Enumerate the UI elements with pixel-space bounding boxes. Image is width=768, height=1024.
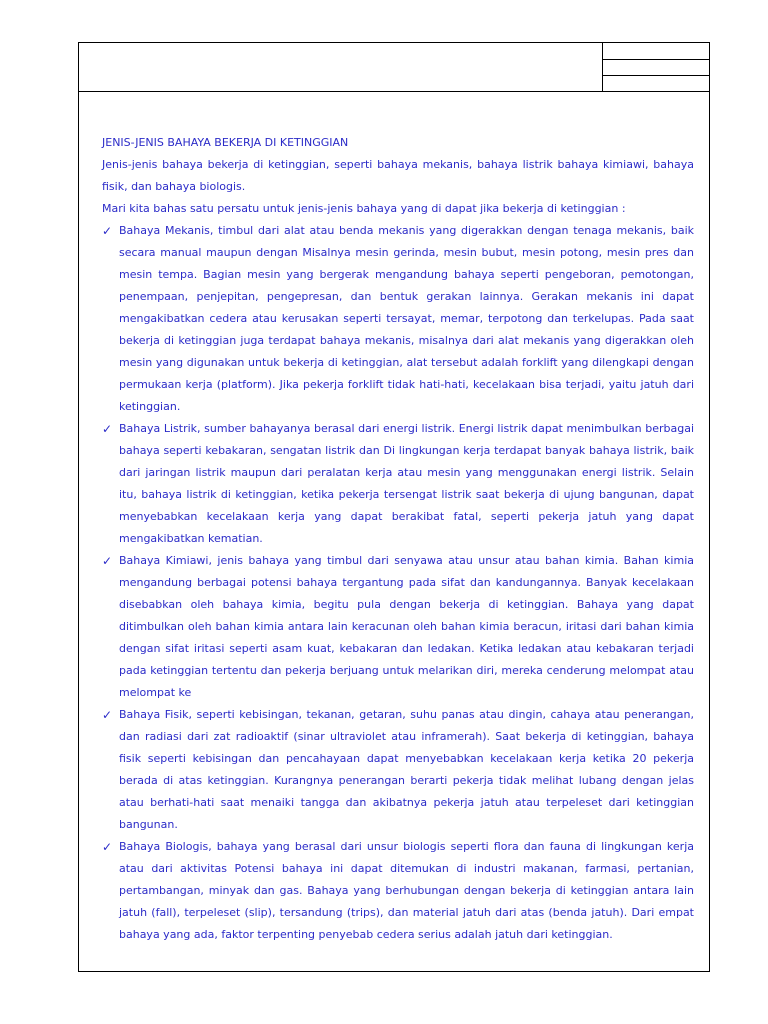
header-divider	[79, 91, 709, 92]
hazard-list	[102, 220, 694, 946]
list-item-text: Bahaya Listrik, sumber bahayanya berasal dari energi listrik. Energi listrik dapat menimbulkan berbagai bahaya seperti kebakaran, sengatan listrik dan Di lingkungan kerja terdapat banyak bahaya listrik, baik dari jaringan listrik maupun dari peralatan kerja atau mesin yang menggunakan energi listrik. Selain itu, bahaya listrik di ketinggian, ketika pekerja tersengat listrik saat bekerja di ujung bangunan, dapat menyebabkan kecelakaan kerja yang dapat berakibat fatal, seperti pekerja jatuh yang dapat mengakibatkan kematian.	[119, 422, 694, 545]
list-item	[102, 704, 694, 836]
check-icon: ✓	[102, 224, 113, 238]
list-item	[102, 550, 694, 704]
list-item-text: Bahaya Mekanis, timbul dari alat atau benda mekanis yang digerakkan dengan tenaga mekanis, baik secara manual maupun dengan Misalnya mesin gerinda, mesin bubut, mesin potong, mesin pres dan mesin tempa. Bagian mesin yang bergerak mengandung bahaya seperti pengeboran, pemotongan, penempaan, penjepitan, pengepresan, dan bentuk gerakan lainnya. Gerakan mekanis ini dapat mengakibatkan cedera atau kerusakan seperti tersayat, memar, terpotong dan terkelupas. Pada saat bekerja di ketinggian juga terdapat bahaya mekanis, misalnya dari alat mekanis yang digerakkan oleh mesin yang digunakan untuk bekerja di ketinggian, alat tersebut adalah forklift yang dilengkapi dengan permukaan kerja (platform). Jika pekerja forklift tidak hati-hati, kecelakaan bisa terjadi, yaitu jatuh dari ketinggian.	[119, 224, 694, 413]
list-item-text: Bahaya Biologis, bahaya yang berasal dari unsur biologis seperti flora dan fauna di lingkungan kerja atau dari aktivitas Potensi bahaya ini dapat ditemukan di industri makanan, farmasi, pertanian, pertambangan, minyak dan gas. Bahaya yang berhubungan dengan bekerja di ketinggian antara lain jatuh (fall), terpeleset (slip), tersandung (trips), dan material jatuh dari atas (benda jatuh). Dari empat bahaya yang ada, faktor terpenting penyebab cedera serius adalah jatuh dari ketinggian.	[119, 840, 694, 941]
intro-paragraph: Jenis-jenis bahaya bekerja di ketinggian, seperti bahaya mekanis, bahaya listrik bahaya kimiawi, bahaya fisik, dan bahaya biologis.	[102, 158, 694, 193]
header-cell-divider	[602, 43, 603, 91]
list-item	[102, 220, 694, 418]
check-icon: ✓	[102, 422, 113, 436]
list-item	[102, 418, 694, 550]
header-cell-row-line	[602, 59, 709, 60]
document-title: JENIS-JENIS BAHAYA BEKERJA DI KETINGGIAN	[102, 136, 349, 149]
list-item-text: Bahaya Fisik, seperti kebisingan, tekanan, getaran, suhu panas atau dingin, cahaya atau penerangan, dan radiasi dari zat radioaktif (sinar ultraviolet atau inframerah). Saat bekerja di ketinggian, bahaya fisik seperti kebisingan dan pencahayaan dapat menyebabkan kecelakaan kerja ketika 20 pekerja berada di atas ketinggian. Kurangnya penerangan berarti pekerja tidak melihat lubang dengan jelas atau berhati-hati saat menaiki tangga dan akibatnya pekerja jatuh atau terpeleset dari ketinggian bangunan.	[119, 708, 694, 831]
list-item	[102, 836, 694, 946]
check-icon: ✓	[102, 708, 113, 722]
document-body	[102, 132, 694, 946]
lead-paragraph: Mari kita bahas satu persatu untuk jenis-jenis bahaya yang di dapat jika bekerja di ketinggian :	[102, 202, 626, 215]
check-icon: ✓	[102, 554, 113, 568]
check-icon: ✓	[102, 840, 113, 854]
header-cell-row-line	[602, 75, 709, 76]
list-item-text: Bahaya Kimiawi, jenis bahaya yang timbul dari senyawa atau unsur atau bahan kimia. Bahan kimia mengandung berbagai potensi bahaya tergantung pada sifat dan kandungannya. Banyak kecelakaan disebabkan oleh bahaya kimia, begitu pula dengan bekerja di ketinggian. Bahaya yang dapat ditimbulkan oleh bahan kimia antara lain keracunan oleh bahan kimia beracun, iritasi dari bahan kimia dengan sifat iritasi seperti asam kuat, kebakaran dan ledakan. Ketika ledakan atau kebakaran terjadi pada ketinggian tertentu dan pekerja berjuang untuk melarikan diri, mereka cenderung melompat atau melompat ke	[119, 554, 694, 699]
